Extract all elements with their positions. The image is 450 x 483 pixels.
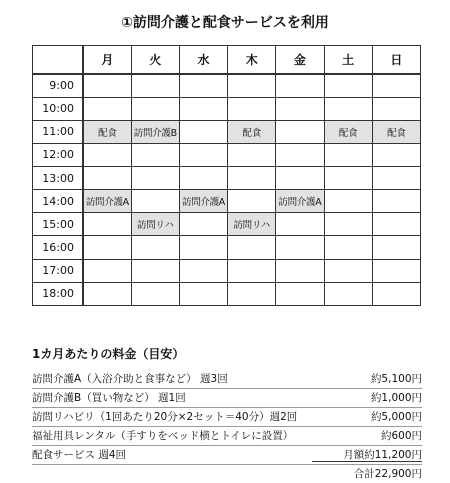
time-label: 11:00 <box>33 120 84 143</box>
time-label: 12:00 <box>33 143 84 166</box>
empty-cell <box>372 213 420 236</box>
service-cell: 配食 <box>324 120 372 143</box>
fee-row <box>32 427 422 446</box>
fee-section-title: 1カ月あたりの料金（目安） <box>32 347 185 361</box>
empty-cell <box>131 282 179 305</box>
empty-cell <box>131 167 179 190</box>
time-row <box>33 213 421 236</box>
empty-cell <box>372 282 420 305</box>
empty-cell <box>228 236 276 259</box>
empty-cell <box>131 236 179 259</box>
corner-cell <box>33 46 84 75</box>
empty-cell <box>324 190 372 213</box>
empty-cell <box>372 97 420 120</box>
empty-cell <box>228 74 276 97</box>
empty-cell <box>83 97 131 120</box>
empty-cell <box>83 143 131 166</box>
day-header: 金 <box>276 46 324 75</box>
fee-item-name: 訪問介護A（入浴介助と食事など） 週3回 <box>32 373 228 385</box>
fee-item-name: 訪問リハビリ（1回あたり20分×2セット＝40分）週2回 <box>32 411 298 423</box>
empty-cell <box>372 190 420 213</box>
empty-cell <box>372 167 420 190</box>
empty-cell <box>276 213 324 236</box>
empty-cell <box>131 97 179 120</box>
empty-cell <box>179 97 227 120</box>
empty-cell <box>179 74 227 97</box>
empty-cell <box>83 282 131 305</box>
fee-item-name: 配食サービス 週4回 <box>32 449 127 461</box>
empty-cell <box>179 259 227 282</box>
fee-item-price: 約1,000円 <box>370 392 422 404</box>
empty-cell <box>324 282 372 305</box>
empty-cell <box>372 74 420 97</box>
time-label: 17:00 <box>33 259 84 282</box>
empty-cell <box>276 236 324 259</box>
empty-cell <box>179 282 227 305</box>
day-header: 水 <box>179 46 227 75</box>
empty-cell <box>83 259 131 282</box>
empty-cell <box>276 74 324 97</box>
time-row <box>33 282 421 305</box>
empty-cell <box>179 213 227 236</box>
day-header: 月 <box>83 46 131 75</box>
empty-cell <box>131 190 179 213</box>
empty-cell <box>83 213 131 236</box>
service-cell: 配食 <box>372 120 420 143</box>
weekly-schedule-table <box>32 45 421 306</box>
day-header: 木 <box>228 46 276 75</box>
empty-cell <box>83 167 131 190</box>
fee-row <box>32 389 422 408</box>
fee-item-name: 福祉用具レンタル（手すりをベッド横とトイレに設置） <box>32 430 294 442</box>
service-cell: 配食 <box>83 120 131 143</box>
time-row <box>33 259 421 282</box>
day-header: 土 <box>324 46 372 75</box>
empty-cell <box>372 143 420 166</box>
fee-row <box>32 408 422 427</box>
empty-cell <box>83 236 131 259</box>
page-title: ①訪問介護と配食サービスを利用 <box>121 15 329 31</box>
empty-cell <box>276 259 324 282</box>
empty-cell <box>179 120 227 143</box>
time-row <box>33 74 421 97</box>
empty-cell <box>276 97 324 120</box>
empty-cell <box>324 259 372 282</box>
empty-cell <box>276 282 324 305</box>
time-row <box>33 143 421 166</box>
time-row <box>33 167 421 190</box>
service-cell: 訪問リハ <box>131 213 179 236</box>
empty-cell <box>131 259 179 282</box>
time-row <box>33 190 421 213</box>
fee-item-price: 月額約11,200円 <box>343 449 422 461</box>
time-label: 16:00 <box>33 236 84 259</box>
empty-cell <box>131 74 179 97</box>
time-label: 18:00 <box>33 282 84 305</box>
empty-cell <box>228 282 276 305</box>
empty-cell <box>324 97 372 120</box>
fee-item-name: 訪問介護B（買い物など） 週1回 <box>32 392 186 404</box>
day-header: 火 <box>131 46 179 75</box>
empty-cell <box>372 259 420 282</box>
service-cell: 訪問リハ <box>228 213 276 236</box>
fee-total: 合計22,900円 <box>312 461 422 481</box>
time-label: 9:00 <box>33 74 84 97</box>
time-label: 15:00 <box>33 213 84 236</box>
service-cell: 訪問介護A <box>276 190 324 213</box>
empty-cell <box>228 167 276 190</box>
service-cell: 配食 <box>228 120 276 143</box>
time-row <box>33 97 421 120</box>
empty-cell <box>276 167 324 190</box>
empty-cell <box>372 236 420 259</box>
empty-cell <box>228 143 276 166</box>
empty-cell <box>179 143 227 166</box>
empty-cell <box>179 236 227 259</box>
empty-cell <box>276 143 324 166</box>
empty-cell <box>324 236 372 259</box>
fee-item-price: 約5,100円 <box>370 373 422 385</box>
service-cell: 訪問介護B <box>131 120 179 143</box>
fee-row <box>32 370 422 389</box>
empty-cell <box>324 143 372 166</box>
fee-item-price: 約600円 <box>380 430 422 442</box>
empty-cell <box>228 190 276 213</box>
time-row <box>33 120 421 143</box>
fee-list <box>32 370 422 465</box>
service-cell: 訪問介護A <box>83 190 131 213</box>
time-label: 14:00 <box>33 190 84 213</box>
header-row <box>33 46 421 75</box>
empty-cell <box>179 167 227 190</box>
empty-cell <box>228 97 276 120</box>
empty-cell <box>324 167 372 190</box>
fee-item-price: 約5,000円 <box>370 411 422 423</box>
empty-cell <box>324 213 372 236</box>
empty-cell <box>131 143 179 166</box>
empty-cell <box>276 120 324 143</box>
time-label: 13:00 <box>33 167 84 190</box>
service-cell: 訪問介護A <box>179 190 227 213</box>
empty-cell <box>324 74 372 97</box>
empty-cell <box>228 259 276 282</box>
empty-cell <box>83 74 131 97</box>
time-label: 10:00 <box>33 97 84 120</box>
time-row <box>33 236 421 259</box>
day-header: 日 <box>372 46 420 75</box>
